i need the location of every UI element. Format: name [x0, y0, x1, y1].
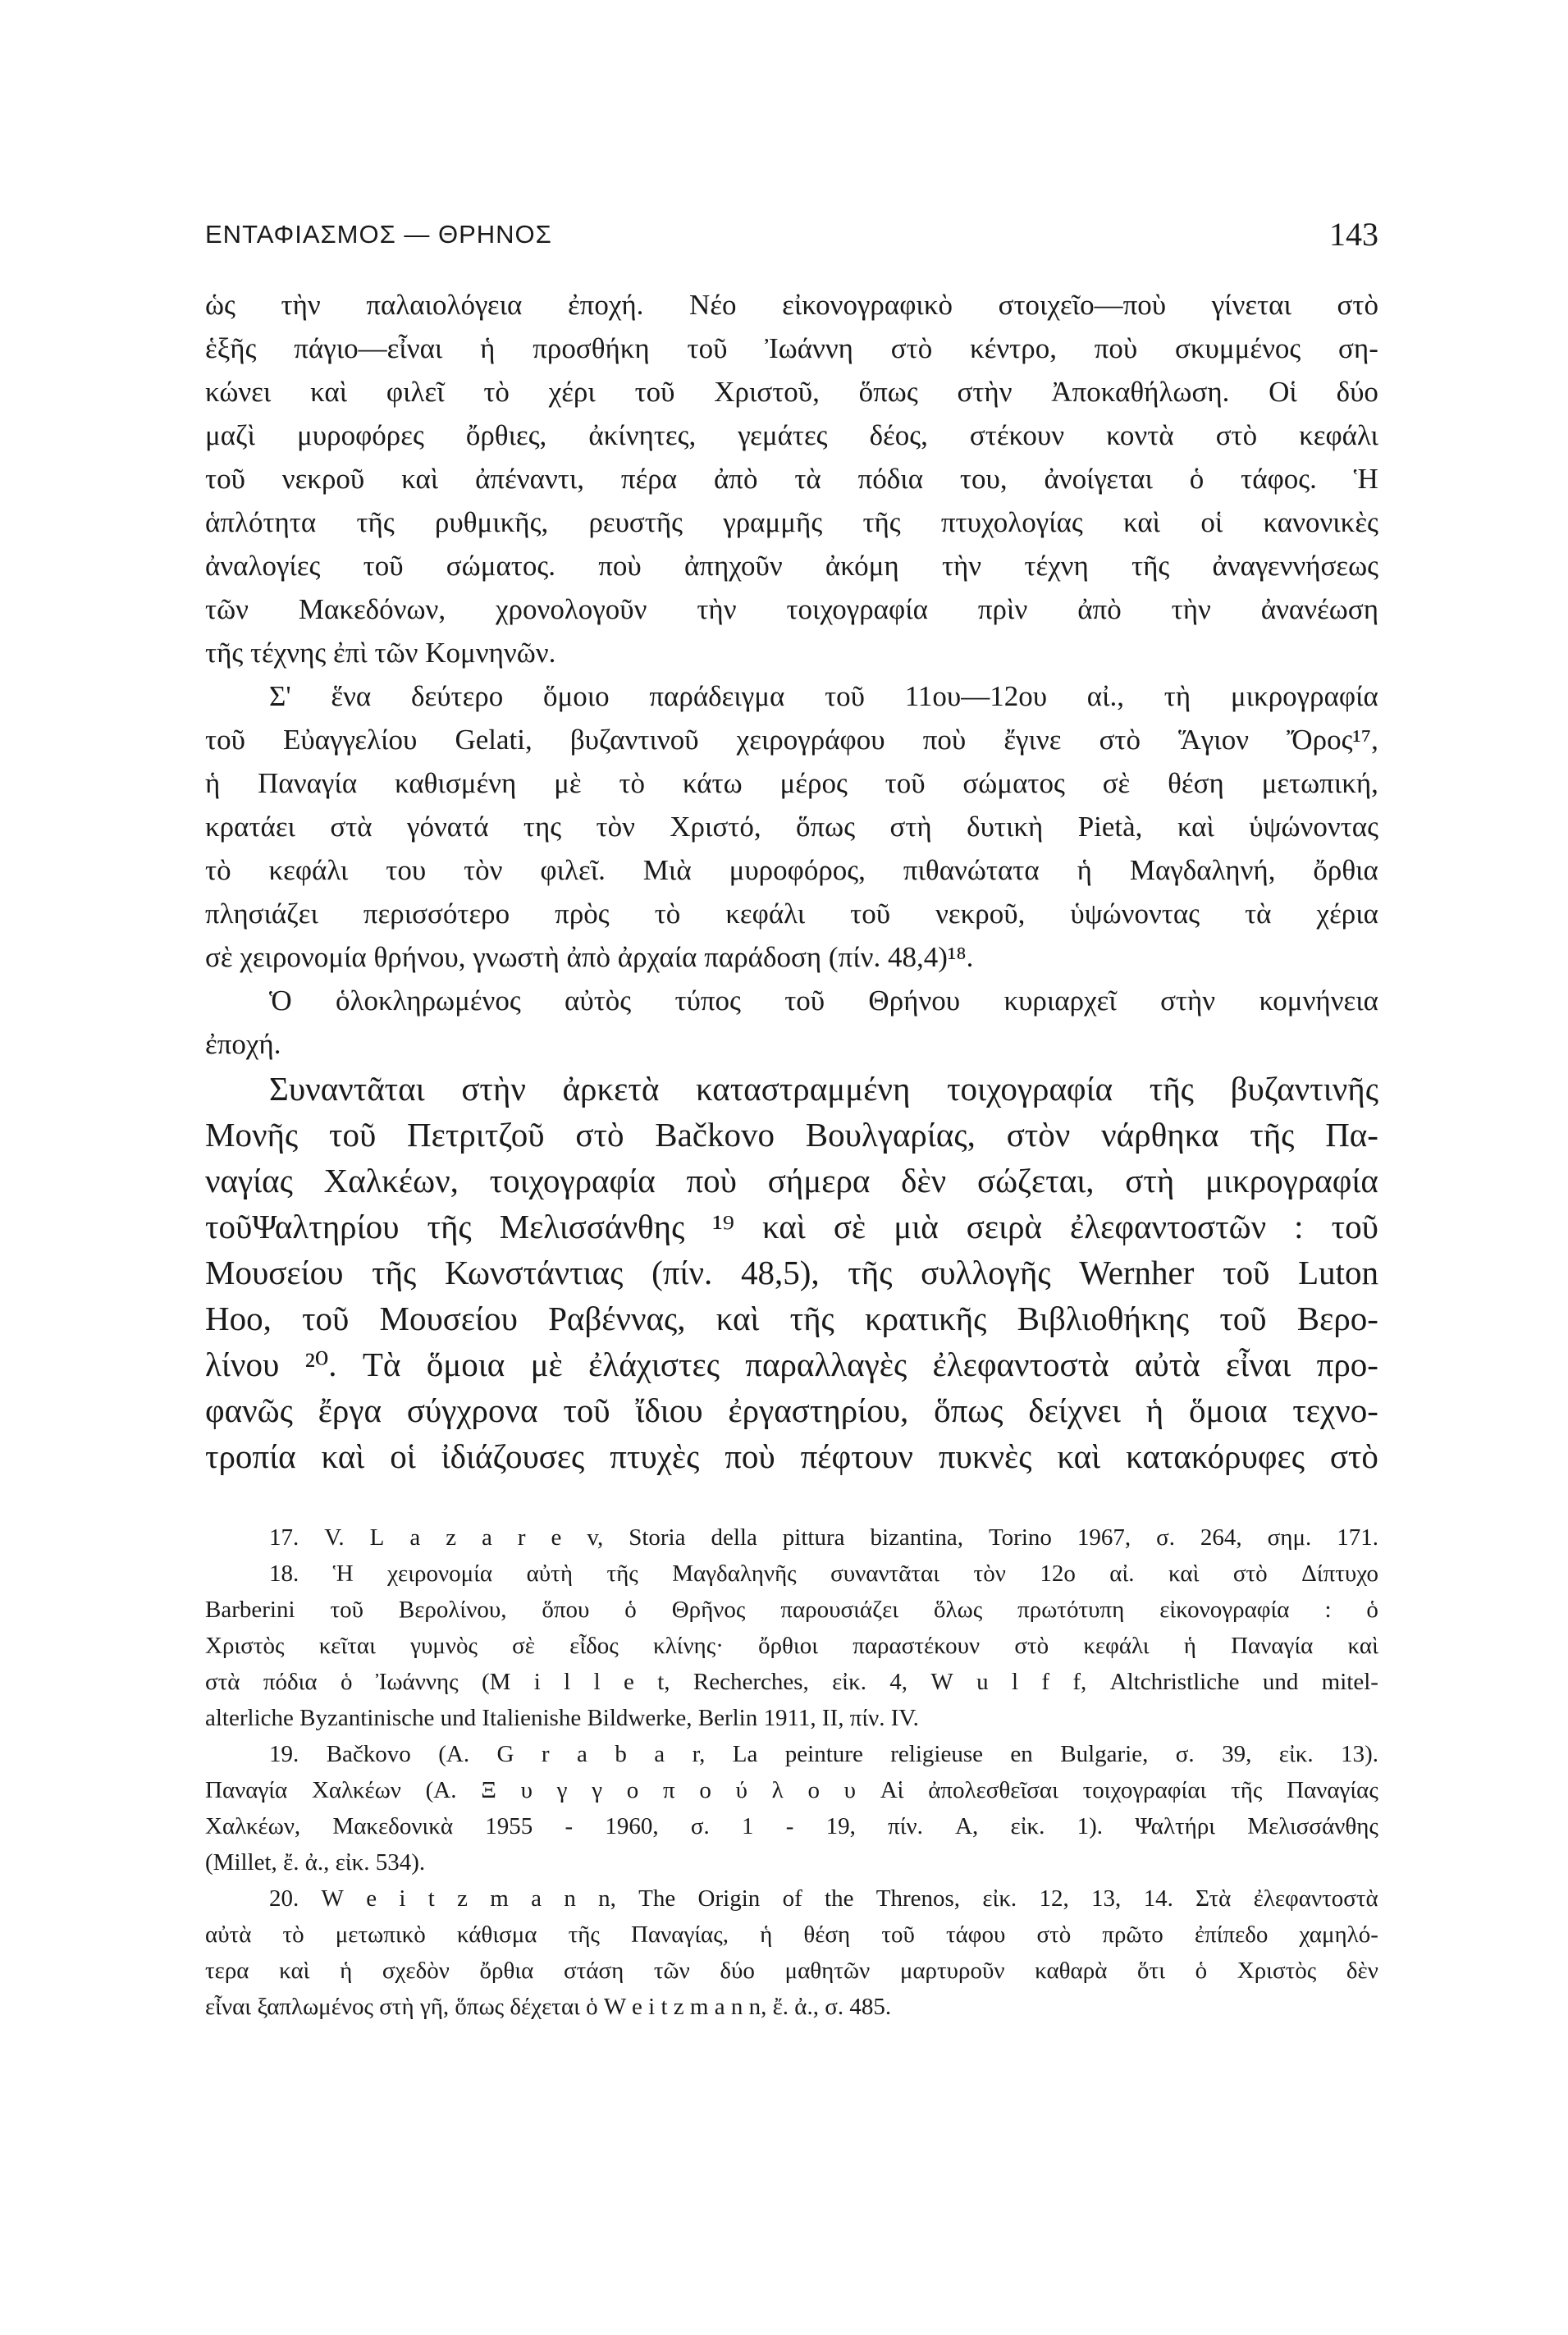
footnotes	[205, 1519, 1378, 2025]
footnote-line: 18. Ἡ χειρονομία αὐτὴ τῆς Μαγδαληνῆς συναντᾶται τὸν 12ο αἰ. καὶ στὸ Δίπτυχο	[269, 1560, 1378, 1587]
footnote-line: Barberini τοῦ Βερολίνου, ὅπου ὁ Θρῆνος παρουσιάζει ὅλως πρωτότυπη εἰκονογραφία : ὁ	[205, 1597, 1378, 1623]
text-line: ἐποχή.	[205, 1028, 281, 1060]
text-line: τῶν Μακεδόνων, χρονολογοῦν τὴν τοιχογραφία πρὶν ἀπὸ τὴν ἀνανέωση	[205, 593, 1378, 625]
text-line: Μονῆς τοῦ Πετριτζοῦ στὸ Bačkovo Βουλγαρίας, στὸν νάρθηκα τῆς Πα-	[205, 1116, 1378, 1154]
footnote-line: Παναγία Χαλκέων (A. Ξ υ γ γ ο π ο ύ λ ο υ Αἱ ἀπολεσθεῖσαι τοιχογραφίαι τῆς Παναγίας	[205, 1777, 1378, 1803]
text-line: ἡ Παναγία καθισμένη μὲ τὸ κάτω μέρος τοῦ σώματος σὲ θέση μετωπική,	[205, 767, 1378, 799]
footnote-line: 17. V. L a z a r e v, Storia della pittura bizantina, Torino 1967, σ. 264, σημ. 171.	[269, 1524, 1378, 1551]
text-line: τῆς τέχνης ἐπὶ τῶν Κομνηνῶν.	[205, 637, 556, 669]
text-line: κώνει καὶ φιλεῖ τὸ χέρι τοῦ Χριστοῦ, ὅπως στὴν Ἀποκαθήλωση. Οἱ δύο	[205, 376, 1378, 408]
running-title: ΕΝΤΑΦΙΑΣΜΟΣ — ΘΡΗΝΟΣ	[205, 220, 552, 249]
text-line: μαζὶ μυροφόρες ὄρθιες, ἀκίνητες, γεμάτες δέος, στέκουν κοντὰ στὸ κεφάλι	[205, 419, 1378, 451]
page-number: 143	[1329, 216, 1378, 253]
footnote-line: 20. W e i t z m a n n, The Origin of the Threnos, εἰκ. 12, 13, 14. Στὰ ἐλεφαντοστὰ	[269, 1885, 1378, 1912]
footnote-line: τερα καὶ ἡ σχεδὸν ὄρθια στάση τῶν δύο μαθητῶν μαρτυροῦν καθαρὰ ὅτι ὁ Χριστὸς δὲν	[205, 1958, 1378, 1984]
footnote-line: Χριστὸς κεῖται γυμνὸς σὲ εἶδος κλίνης· ὄρθιοι παραστέκουν στὸ κεφάλι ἡ Παναγία καὶ	[205, 1633, 1378, 1659]
footnote-line: (Millet, ἔ. ἀ., εἰκ. 534).	[205, 1849, 426, 1876]
footnote-line: 19. Bačkovo (A. G r a b a r, La peinture religieuse en Bulgarie, σ. 39, εἰκ. 13).	[269, 1741, 1378, 1767]
footnote-line: στὰ πόδια ὁ Ἰωάννης (M i l l e t, Recherches, εἰκ. 4, W u l f f, Altchristliche und mitel-	[205, 1669, 1378, 1695]
text-line: πλησιάζει περισσότερο πρὸς τὸ κεφάλι τοῦ νεκροῦ, ὑψώνοντας τὰ χέρια	[205, 898, 1378, 930]
text-line: ἀναλογίες τοῦ σώματος. ποὺ ἀπηχοῦν ἀκόμη τὴν τέχνη τῆς ἀναγεννήσεως	[205, 550, 1378, 582]
text-line: Hoo, τοῦ Μουσείου Ραβέννας, καὶ τῆς κρατικῆς Βιβλιοθήκης τοῦ Βερο-	[205, 1300, 1378, 1337]
running-head	[205, 215, 1378, 256]
text-line: τροπία καὶ οἱ ἰδιάζουσες πτυχὲς ποὺ πέφτουν πυκνὲς καὶ κατακόρυφες στὸ	[205, 1437, 1378, 1475]
text-line: ναγίας Χαλκέων, τοιχογραφία ποὺ σήμερα δὲν σώζεται, στὴ μικρογραφία	[205, 1162, 1378, 1199]
text-line: ἑξῆς πάγιο—εἶναι ἡ προσθήκη τοῦ Ἰωάννη στὸ κέντρο, ποὺ σκυμμένος ση-	[205, 332, 1378, 364]
body-text	[205, 283, 1378, 1479]
footnote-line: εἶναι ξαπλωμένος στὴ γῆ, ὅπως δέχεται ὁ W e i t z m a n n, ἔ. ἀ., σ. 485.	[205, 1994, 892, 2020]
text-line: τοῦ νεκροῦ καὶ ἀπέναντι, πέρα ἀπὸ τὰ πόδια του, ἀνοίγεται ὁ τάφος. Ἡ	[205, 463, 1378, 495]
footnote-line: αὐτὰ τὸ μετωπικὸ κάθισμα τῆς Παναγίας, ἡ θέση τοῦ τάφου στὸ πρῶτο ἐπίπεδο χαμηλό-	[205, 1921, 1378, 1948]
text-line: λίνου ²⁰. Τὰ ὅμοια μὲ ἐλάχιστες παραλλαγὲς ἐλεφαντοστὰ αὐτὰ εἶναι προ-	[205, 1346, 1378, 1383]
text-line: Μουσείου τῆς Κωνστάντιας (πίν. 48,5), τῆς συλλογῆς Wernher τοῦ Luton	[205, 1254, 1378, 1291]
footnote-line: alterliche Byzantinische und Italienishe Bildwerke, Berlin 1911, II, πίν. IV.	[205, 1705, 919, 1731]
text-line: Σ' ἕνα δεύτερο ὅμοιο παράδειγμα τοῦ 11ου—12ου αἰ., τὴ μικρογραφία	[269, 680, 1378, 712]
footnote-line: Χαλκέων, Μακεδονικὰ 1955 - 1960, σ. 1 - 19, πίν. A, εἰκ. 1). Ψαλτήρι Μελισσάνθης	[205, 1813, 1378, 1839]
text-line: ἁπλότητα τῆς ρυθμικῆς, ρευστῆς γραμμῆς τῆς πτυχολογίας καὶ οἱ κανονικὲς	[205, 506, 1378, 538]
text-line: Ὁ ὁλοκληρωμένος αὐτὸς τύπος τοῦ Θρήνου κυριαρχεῖ στὴν κομνήνεια	[269, 985, 1378, 1017]
text-line: Συναντᾶται στὴν ἀρκετὰ καταστραμμένη τοιχογραφία τῆς βυζαντινῆς	[269, 1070, 1378, 1108]
text-line: τοῦ Εὐαγγελίου Gelati, βυζαντινοῦ χειρογράφου ποὺ ἔγινε στὸ Ἅγιον Ὄρος¹⁷,	[205, 724, 1378, 756]
text-line: φανῶς ἔργα σύγχρονα τοῦ ἴδιου ἐργαστηρίου, ὅπως δείχνει ἡ ὅμοια τεχνο-	[205, 1391, 1378, 1429]
text-line: ὡς τὴν παλαιολόγεια ἐποχή. Νέο εἰκονογραφικὸ στοιχεῖο—ποὺ γίνεται στὸ	[205, 289, 1378, 321]
text-line: κρατάει στὰ γόνατά της τὸν Χριστό, ὅπως στὴ δυτικὴ Pietà, καὶ ὑψώνοντας	[205, 811, 1378, 843]
text-line: τὸ κεφάλι του τὸν φιλεῖ. Μιὰ μυροφόρος, πιθανώτατα ἡ Μαγδαληνή, ὄρθια	[205, 854, 1378, 886]
text-line: σὲ χειρονομία θρήνου, γνωστὴ ἀπὸ ἀρχαία παράδοση (πίν. 48,4)¹⁸.	[205, 941, 974, 973]
text-line: τοῦΨαλτηρίου τῆς Μελισσάνθης ¹⁹ καὶ σὲ μιὰ σειρὰ ἐλεφαντοστῶν : τοῦ	[205, 1208, 1378, 1245]
